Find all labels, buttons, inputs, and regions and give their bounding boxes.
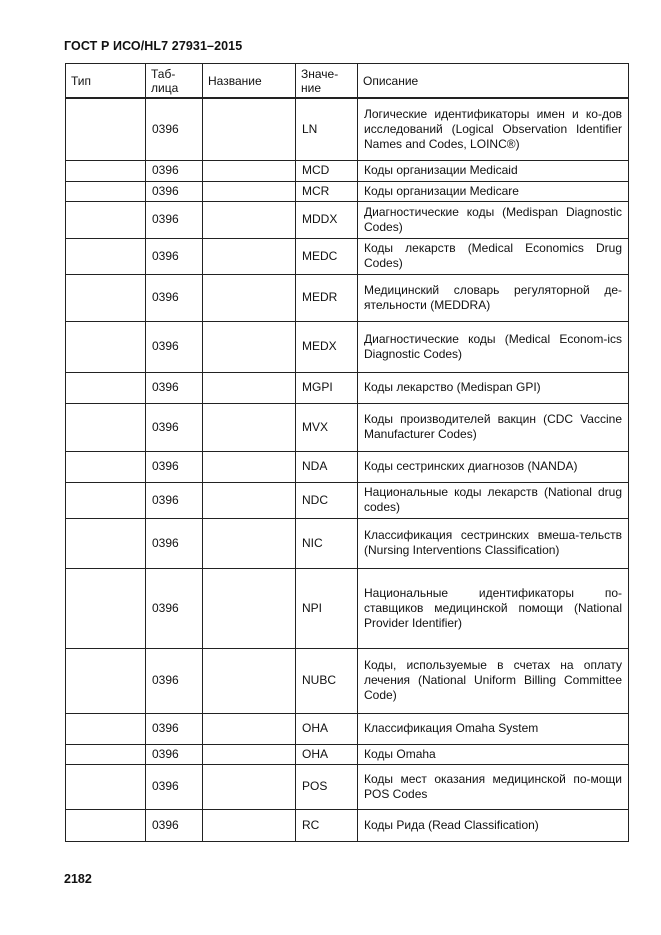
code-value-cell	[296, 321, 358, 372]
table-number-cell	[146, 713, 203, 744]
description-cell	[358, 568, 629, 648]
table-number-cell	[146, 372, 203, 403]
table-number-cell	[146, 764, 203, 809]
code-value-cell	[296, 372, 358, 403]
table-number-cell-text: 0396	[152, 459, 179, 473]
code-value-cell-text: OHA	[302, 746, 329, 761]
description-cell	[358, 201, 629, 238]
code-table	[65, 63, 629, 842]
name-cell	[203, 238, 296, 274]
table-number-cell-text: 0396	[152, 535, 179, 550]
name-cell	[203, 201, 296, 238]
name-cell	[203, 372, 296, 403]
table-row	[66, 201, 629, 238]
column-header-name: Название	[203, 64, 296, 99]
type-cell	[66, 372, 146, 403]
name-cell	[203, 744, 296, 764]
description-cell	[358, 809, 629, 841]
code-value-cell-text: POS	[302, 779, 328, 793]
code-value-cell-text: MCD	[302, 163, 330, 177]
column-header-value: Значе- ние	[296, 64, 358, 99]
table-row	[66, 321, 629, 372]
name-cell	[203, 648, 296, 713]
code-value-cell	[296, 568, 358, 648]
table-number-cell-text: 0396	[152, 673, 179, 687]
description-cell	[358, 181, 629, 201]
code-value-cell-text: NUBC	[302, 673, 337, 687]
name-cell	[203, 274, 296, 321]
table-row	[66, 764, 629, 809]
type-cell	[66, 482, 146, 518]
code-value-cell-text: RC	[302, 817, 320, 832]
description-cell-text: Коды организации Medicare	[364, 183, 519, 198]
table-number-cell-text: 0396	[152, 492, 179, 507]
description-cell-text: Коды лекарство (Medispan GPI)	[364, 380, 541, 394]
description-cell-text: Коды лекарств (Medical Economics Drug Codes)	[364, 241, 622, 270]
description-cell	[358, 274, 629, 321]
description-cell-text: Коды организации Medicaid	[364, 163, 518, 177]
table-row	[66, 372, 629, 403]
code-value-cell-text: OHA	[302, 721, 329, 735]
code-value-cell	[296, 648, 358, 713]
table-number-cell	[146, 809, 203, 841]
code-value-cell-text: NDA	[302, 459, 328, 473]
code-value-cell	[296, 764, 358, 809]
type-cell	[66, 403, 146, 451]
code-value-cell	[296, 482, 358, 518]
description-cell-text: Коды сестринских диагнозов (NANDA)	[364, 459, 578, 473]
name-cell	[203, 482, 296, 518]
type-cell	[66, 568, 146, 648]
code-value-cell-text: NPI	[302, 600, 323, 615]
table-number-cell-text: 0396	[152, 163, 179, 177]
name-cell	[203, 764, 296, 809]
table-number-cell-text: 0396	[152, 779, 179, 793]
table-number-cell-text: 0396	[152, 121, 179, 136]
type-cell	[66, 518, 146, 568]
code-value-cell-text: MDDX	[302, 212, 338, 226]
description-cell-text: Коды мест оказания медицинской по-мощи POS Codes	[364, 771, 622, 801]
description-cell-text: Диагностические коды (Medical Econom-ics Diagnostic Codes)	[364, 331, 622, 361]
description-cell-text: Коды, используемые в счетах на оплату лечения (National Uniform Billing Committee Code)	[364, 658, 622, 702]
table-header-row	[66, 64, 629, 99]
description-cell	[358, 321, 629, 372]
type-cell	[66, 744, 146, 764]
code-value-cell	[296, 518, 358, 568]
code-value-cell	[296, 98, 358, 160]
code-value-cell	[296, 809, 358, 841]
code-value-cell-text: MGPI	[302, 380, 333, 394]
table-row	[66, 181, 629, 201]
type-cell	[66, 321, 146, 372]
code-value-cell	[296, 451, 358, 482]
table-row	[66, 568, 629, 648]
code-value-cell-text: NDC	[302, 492, 328, 507]
table-row	[66, 403, 629, 451]
table-row	[66, 238, 629, 274]
name-cell	[203, 321, 296, 372]
type-cell	[66, 274, 146, 321]
table-number-cell	[146, 518, 203, 568]
code-value-cell-text: MEDX	[302, 339, 337, 353]
code-value-cell-text: NIC	[302, 535, 323, 550]
table-row	[66, 451, 629, 482]
description-cell	[358, 518, 629, 568]
description-cell-text: Коды производителей вакцин (CDC Vaccine Manufacturer Codes)	[364, 412, 622, 441]
table-number-cell	[146, 201, 203, 238]
table-number-cell	[146, 274, 203, 321]
table-number-cell	[146, 648, 203, 713]
table-number-cell	[146, 403, 203, 451]
type-cell	[66, 648, 146, 713]
table-number-cell-text: 0396	[152, 183, 179, 198]
code-value-cell	[296, 274, 358, 321]
name-cell	[203, 809, 296, 841]
table-row	[66, 98, 629, 160]
column-header-description: Описание	[358, 64, 629, 99]
description-cell-text: Логические идентификаторы имен и ко-дов исследований (Logical Observation Identifier Names and Codes, LOINC®)	[364, 106, 622, 151]
table-row	[66, 713, 629, 744]
table-body	[66, 98, 629, 841]
document-header: ГОСТ Р ИСО/HL7 27931–2015	[64, 39, 243, 53]
table-row	[66, 274, 629, 321]
type-cell	[66, 713, 146, 744]
table-number-cell-text: 0396	[152, 339, 179, 353]
table-row	[66, 518, 629, 568]
description-cell-text: Диагностические коды (Medispan Diagnostic Codes)	[364, 204, 622, 234]
table-number-cell	[146, 451, 203, 482]
description-cell-text: Национальные идентификаторы по-ставщиков медицинской помощи (National Provider Identifier)	[364, 585, 622, 630]
description-cell	[358, 713, 629, 744]
table-number-cell-text: 0396	[152, 746, 179, 761]
code-value-cell-text: MVX	[302, 419, 329, 434]
type-cell	[66, 181, 146, 201]
table-row	[66, 744, 629, 764]
code-value-cell-text: MEDC	[302, 248, 338, 263]
code-value-cell	[296, 181, 358, 201]
table-number-cell-text: 0396	[152, 212, 179, 226]
description-cell-text: Классификация сестринских вмеша-тельств (Nursing Interventions Classification)	[364, 528, 622, 557]
description-cell	[358, 238, 629, 274]
table-number-cell-text: 0396	[152, 600, 179, 615]
description-cell-text: Медицинский словарь регуляторной де-ятельности (MEDDRA)	[364, 282, 622, 312]
name-cell	[203, 160, 296, 181]
description-cell	[358, 372, 629, 403]
description-cell-text: Коды Рида (Read Classification)	[364, 817, 539, 832]
table-number-cell	[146, 98, 203, 160]
description-cell-text: Коды Omaha	[364, 746, 436, 761]
type-cell	[66, 451, 146, 482]
description-cell	[358, 98, 629, 160]
table-number-cell-text: 0396	[152, 290, 179, 304]
code-value-cell	[296, 238, 358, 274]
table-number-cell-text: 0396	[152, 419, 179, 434]
table-number-cell-text: 0396	[152, 380, 179, 394]
description-cell	[358, 451, 629, 482]
column-header-type: Тип	[66, 64, 146, 99]
table-row	[66, 482, 629, 518]
table-number-cell	[146, 160, 203, 181]
name-cell	[203, 403, 296, 451]
description-cell	[358, 482, 629, 518]
type-cell	[66, 764, 146, 809]
code-value-cell	[296, 201, 358, 238]
name-cell	[203, 518, 296, 568]
name-cell	[203, 568, 296, 648]
code-value-cell	[296, 160, 358, 181]
description-cell	[358, 160, 629, 181]
description-cell	[358, 744, 629, 764]
table-number-cell-text: 0396	[152, 817, 179, 832]
type-cell	[66, 238, 146, 274]
description-cell	[358, 403, 629, 451]
table-number-cell	[146, 568, 203, 648]
name-cell	[203, 181, 296, 201]
page-number: 2182	[64, 872, 92, 886]
code-value-cell	[296, 744, 358, 764]
table-row	[66, 160, 629, 181]
type-cell	[66, 160, 146, 181]
table-number-cell	[146, 321, 203, 372]
description-cell-text: Классификация Omaha System	[364, 721, 539, 735]
table-number-cell-text: 0396	[152, 721, 179, 735]
column-header-table: Таб- лица	[146, 64, 203, 99]
table-number-cell	[146, 744, 203, 764]
type-cell	[66, 98, 146, 160]
name-cell	[203, 451, 296, 482]
table-number-cell	[146, 238, 203, 274]
table-number-cell	[146, 181, 203, 201]
type-cell	[66, 201, 146, 238]
code-value-cell-text: MEDR	[302, 290, 338, 304]
table-row	[66, 648, 629, 713]
table-number-cell	[146, 482, 203, 518]
name-cell	[203, 713, 296, 744]
code-value-cell	[296, 403, 358, 451]
description-cell	[358, 648, 629, 713]
description-cell	[358, 764, 629, 809]
code-value-cell-text: MCR	[302, 183, 330, 198]
code-value-cell	[296, 713, 358, 744]
description-cell-text: Национальные коды лекарств (National drug codes)	[364, 485, 622, 514]
table-row	[66, 809, 629, 841]
code-value-cell-text: LN	[302, 121, 318, 136]
type-cell	[66, 809, 146, 841]
table-number-cell-text: 0396	[152, 248, 179, 263]
name-cell	[203, 98, 296, 160]
